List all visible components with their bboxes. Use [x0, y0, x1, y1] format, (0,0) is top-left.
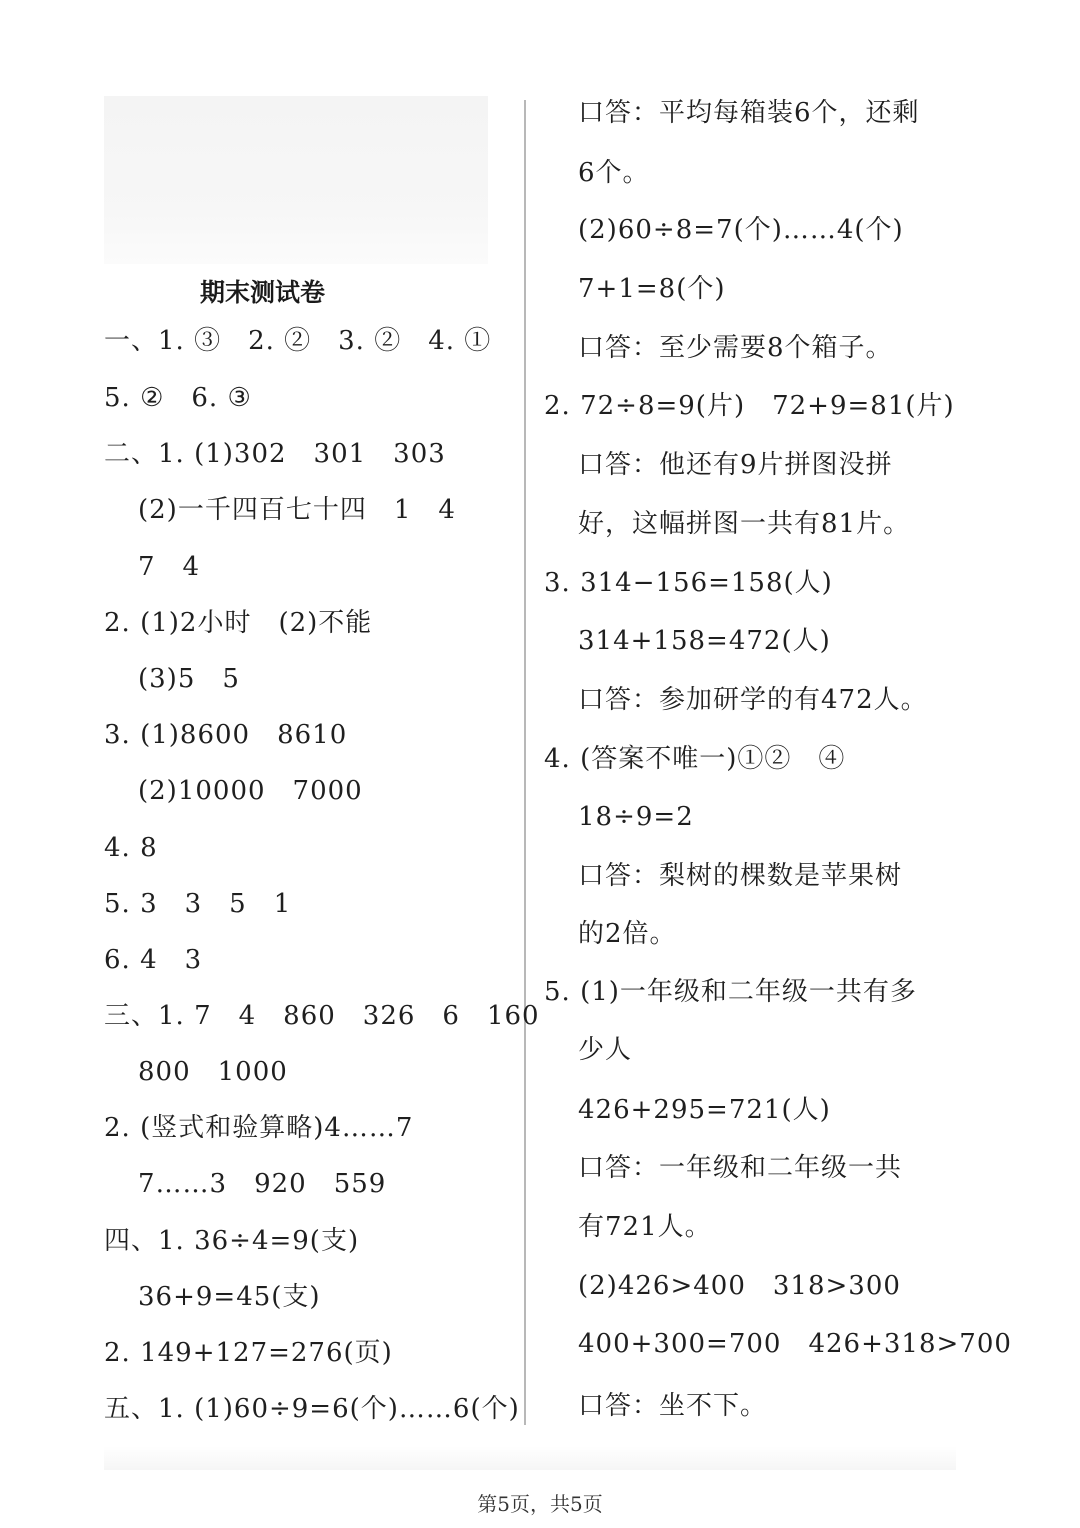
- answer-line: 好，这幅拼图一共有81片。: [578, 509, 911, 539]
- answer-line: 6. 4 3: [104, 945, 203, 975]
- answer-line: 四、1. 36÷4=9(支): [104, 1226, 360, 1256]
- answer-line: 口答：他还有9片拼图没拼: [578, 450, 893, 480]
- answer-line: 二、1. (1)302 301 303: [104, 439, 446, 469]
- answer-line: 口答：一年级和二年级一共: [578, 1153, 903, 1183]
- answer-line: 5. 3 3 5 1: [104, 889, 292, 919]
- answer-line: 18÷9=2: [578, 802, 694, 832]
- answer-line: 口答：梨树的棵数是苹果树: [578, 861, 903, 891]
- answer-line: 6个。: [578, 158, 650, 188]
- answer-line: (2)10000 7000: [138, 776, 363, 806]
- answer-line: 有721人。: [578, 1212, 712, 1242]
- answer-line: 三、1. 7 4 860 326 6 160: [104, 1001, 540, 1031]
- answer-line: (2)一千四百七十四 1 4: [138, 495, 456, 525]
- answer-line: 7 4: [138, 552, 201, 582]
- answer-line: (3)5 5: [138, 664, 240, 694]
- scan-shadow-bottom: [104, 1446, 956, 1470]
- answer-line: 五、1. (1)60÷9=6(个)……6(个): [104, 1394, 520, 1424]
- answer-line: 800 1000: [138, 1057, 288, 1087]
- answer-line: 2. 149+127=276(页): [104, 1338, 393, 1368]
- scan-shadow-top: [104, 96, 488, 264]
- answer-line: (2)60÷8=7(个)……4(个): [578, 215, 904, 245]
- page-title: 期末测试卷: [200, 278, 326, 307]
- answer-line: 7……3 920 559: [138, 1169, 387, 1199]
- answer-line: 314+158=472(人): [578, 626, 831, 656]
- answer-line: 36+9=45(支): [138, 1282, 321, 1312]
- answer-line: 口答：至少需要8个箱子。: [578, 333, 893, 363]
- answer-line: 5. ② 6. ③: [104, 383, 252, 413]
- answer-line: 5. (1)一年级和二年级一共有多: [544, 977, 917, 1007]
- answer-line: 少人: [578, 1035, 633, 1065]
- answer-line: 4. (答案不唯一)①② ④: [544, 744, 846, 774]
- answer-line: 2. 72÷8=9(片) 72+9=81(片): [544, 391, 955, 421]
- page-footer: 第5页，共5页: [477, 1492, 603, 1516]
- answer-line: 3. 314−156=158(人): [544, 568, 833, 598]
- answer-line: 400+300=700 426+318>700: [578, 1329, 1012, 1359]
- answer-line: 3. (1)8600 8610: [104, 720, 348, 750]
- answer-line: 口答：坐不下。: [578, 1391, 768, 1421]
- answer-line: 2. (1)2小时 (2)不能: [104, 608, 373, 638]
- answer-line: 的2倍。: [578, 919, 677, 949]
- answer-line: 口答：参加研学的有472人。: [578, 685, 928, 715]
- answer-line: 4. 8: [104, 833, 158, 863]
- answer-line: 426+295=721(人): [578, 1095, 831, 1125]
- answer-line: 2. (竖式和验算略)4……7: [104, 1113, 414, 1143]
- answer-line: 7+1=8(个): [578, 274, 726, 304]
- answer-line: 口答：平均每箱装6个，还剩: [578, 98, 920, 128]
- column-divider: [524, 100, 526, 1425]
- answer-line: (2)426>400 318>300: [578, 1271, 901, 1301]
- answer-line: 一、1. ③ 2. ② 3. ② 4. ①: [104, 326, 492, 356]
